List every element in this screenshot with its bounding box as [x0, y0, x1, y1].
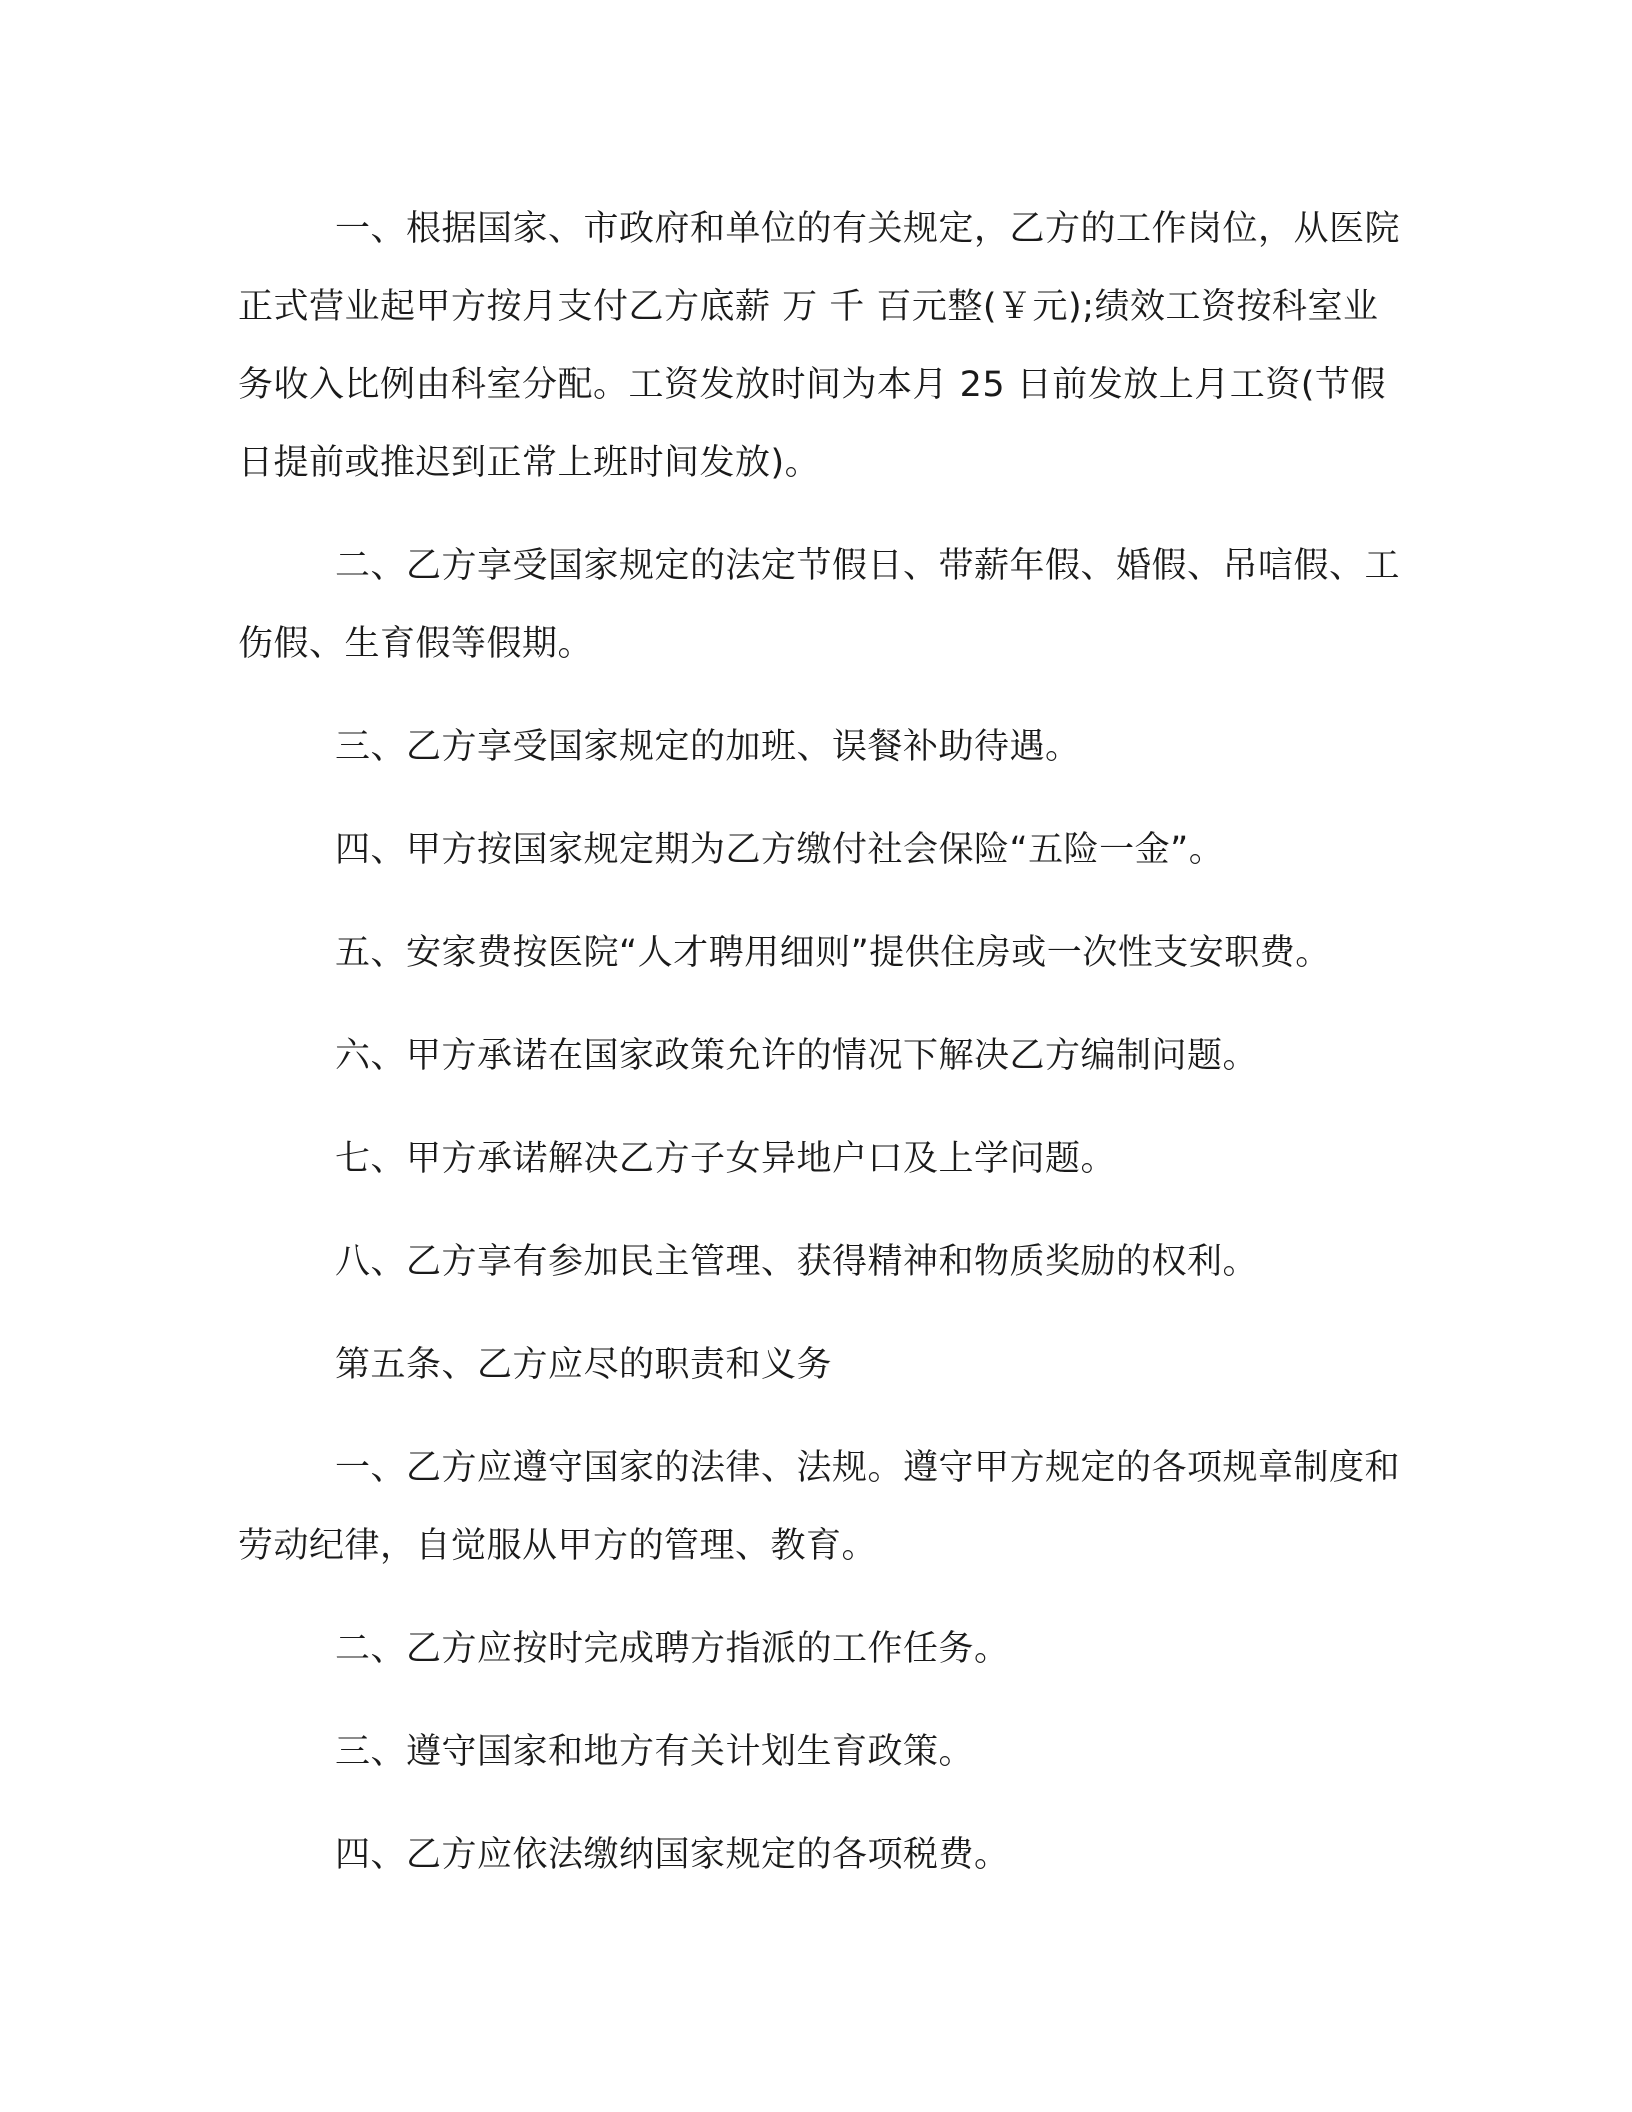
paragraph-overtime: 三、乙方享受国家规定的加班、误餐补助待遇。: [335, 727, 1081, 767]
paragraph-salary: 一、根据国家、市政府和单位的有关规定，乙方的工作岗位，从医院正式营业起甲方按月支付乙方底薪 万 千 百元整(￥元);绩效工资按科室业务收入比例由科室分配。工资发放时间为本月 25 日前发放上月工资(节假日提前或推迟到正常上班时间发放)。: [238, 209, 1401, 483]
paragraph-rights: 八、乙方享有参加民主管理、获得精神和物质奖励的权利。: [335, 1242, 1259, 1282]
document-body: [238, 190, 1403, 1919]
paragraph-insurance: 四、甲方按国家规定期为乙方缴付社会保险“五险一金”。: [335, 830, 1225, 870]
paragraph-settlement: 五、安家费按医院“人才聘用细则”提供住房或一次性支安职费。: [335, 933, 1331, 973]
paragraph-staffing: 六、甲方承诺在国家政策允许的情况下解决乙方编制问题。: [335, 1036, 1259, 1076]
paragraph-family-planning: 三、遵守国家和地方有关计划生育政策。: [335, 1732, 975, 1772]
paragraph-tasks: 二、乙方应按时完成聘方指派的工作任务。: [335, 1629, 1010, 1669]
paragraph-laws: 一、乙方应遵守国家的法律、法规。遵守甲方规定的各项规章制度和劳动纪律，自觉服从甲方的管理、教育。: [238, 1448, 1401, 1566]
paragraph-taxes: 四、乙方应依法缴纳国家规定的各项税费。: [335, 1835, 1010, 1875]
paragraph-children: 七、甲方承诺解决乙方子女异地户口及上学问题。: [335, 1139, 1117, 1179]
paragraph-holidays: 二、乙方享受国家规定的法定节假日、带薪年假、婚假、吊唁假、工伤假、生育假等假期。: [238, 546, 1401, 664]
section-heading-article-5: 第五条、乙方应尽的职责和义务: [335, 1345, 833, 1385]
